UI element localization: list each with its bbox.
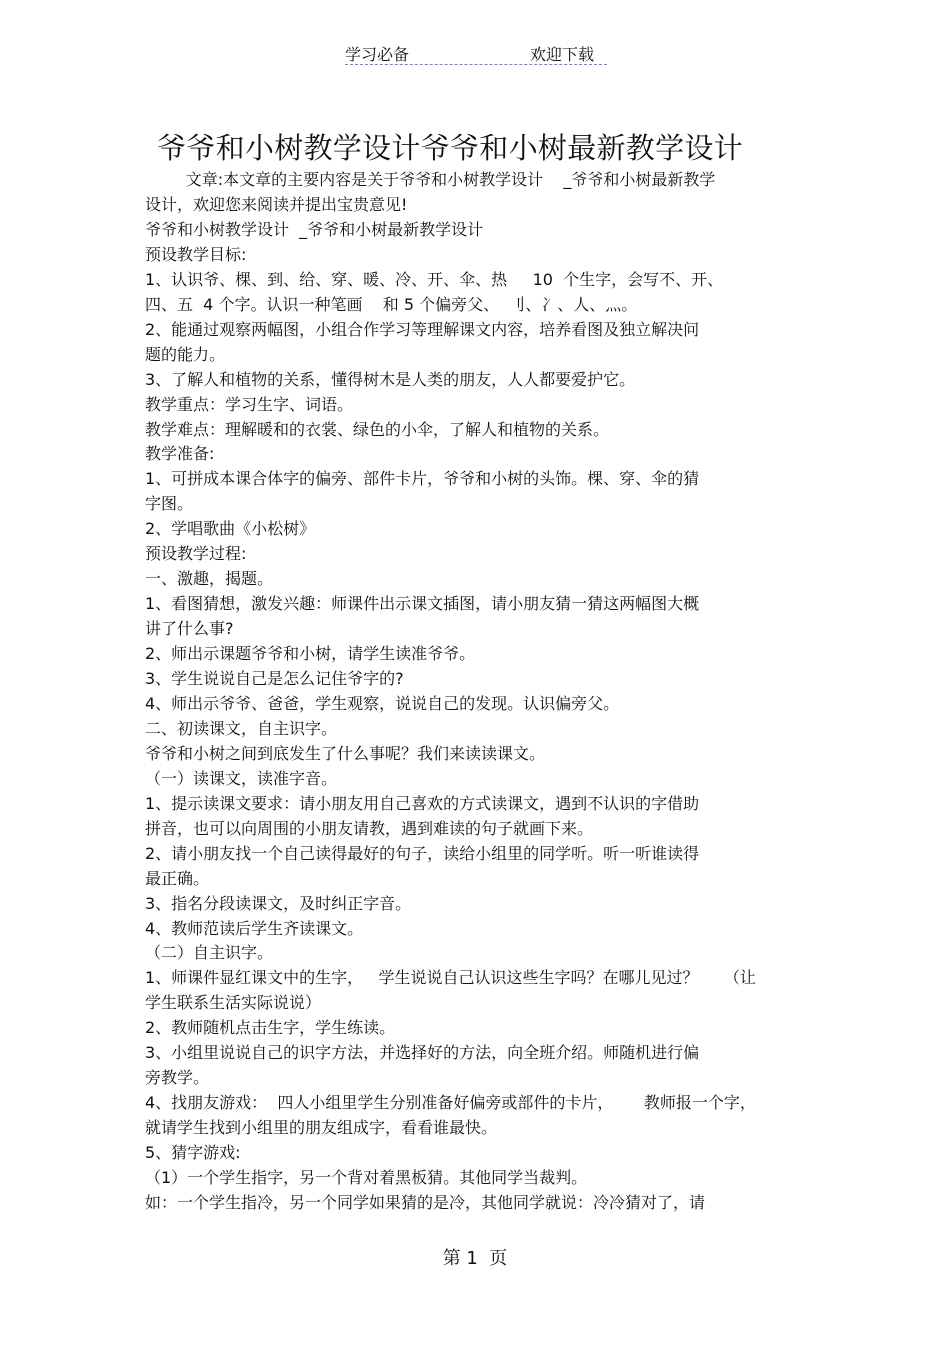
body-line: 3、学生说说自己是怎么记住爷字的? (145, 669, 404, 688)
body-line: 字图。 (145, 494, 194, 514)
body-line: 4、师出示爷爷、爸爸，学生观察，说说自己的发现。认识偏旁父。 (145, 693, 620, 713)
body-line: 题的能力。 (145, 344, 226, 364)
body-line: 教学重点：学习生字、词语。 (145, 394, 354, 414)
document-title: 爷爷和小树教学设计爷爷和小树最新教学设计 (157, 131, 744, 165)
body-line: 4、找朋友游戏： 四人小组里学生分别准备好偏旁或部件的卡片， 教师报一个字， (145, 1093, 756, 1113)
body-line: 2、请小朋友找一个自己读得最好的句子，读给小组里的同学听。听一听谁读得 (145, 843, 700, 863)
body-line: 3、小组里说说自己的识字方法，并选择好的方法，向全班介绍。师随机进行偏 (145, 1043, 700, 1063)
body-line: 如：一个学生指冷，另一个同学如果猜的是冷，其他同学就说：冷冷猜对了，请 (145, 1192, 706, 1212)
body-line: 讲了什么事? (145, 619, 234, 639)
body-line: 4、教师范读后学生齐读课文。 (145, 918, 364, 938)
header-right-text: 欢迎下载 (530, 45, 595, 64)
page-number: 第 1 页 (442, 1248, 508, 1269)
body-line: 教学准备: (145, 444, 215, 464)
body-line: 1、提示读课文要求：请小朋友用自己喜欢的方式读课文，遇到不认识的字借助 (145, 793, 700, 813)
body-line: 预设教学过程: (145, 544, 247, 564)
body-line: 设计，欢迎您来阅读并提出宝贵意见! (145, 194, 408, 214)
body-line: 2、能通过观察两幅图，小组合作学习等理解课文内容，培养看图及独立解决问 (145, 319, 700, 339)
body-line: 3、了解人和植物的关系，懂得树木是人类的朋友，人人都要爱护它。 (145, 369, 636, 389)
body-line: 1、师课件显红课文中的生字， 学生说说自己认识这些生字吗？在哪儿见过？ （让 (145, 968, 756, 988)
body-line: （一）读课文，读准字音。 (145, 768, 338, 788)
body-line: 旁教学。 (145, 1068, 210, 1088)
body-line: 1、看图猜想，激发兴趣：师课件出示课文插图，请小朋友猜一猜这两幅图大概 (145, 594, 700, 614)
body-line: 学生联系生活实际说说） (145, 993, 322, 1013)
body-line: 文章:本文章的主要内容是关于爷爷和小树教学设计 _爷爷和小树最新教学 (145, 170, 716, 189)
header-left-text: 学习必备 (345, 45, 410, 64)
body-line: 1、可拼成本课合体字的偏旁、部件卡片，爷爷和小树的头饰。棵、穿、伞的猜 (145, 469, 700, 489)
body-line: 二、初读课文，自主识字。 (145, 718, 338, 738)
body-line: （二）自主识字。 (145, 943, 274, 963)
body-line: 2、教师随机点击生字，学生练读。 (145, 1018, 396, 1038)
body-line: 教学难点：理解暖和的衣裳、绿色的小伞，了解人和植物的关系。 (145, 419, 610, 439)
body-line: 最正确。 (145, 868, 210, 888)
body-line: 2、师出示课题爷爷和小树，请学生读准爷爷。 (145, 644, 476, 663)
body-line: 拼音，也可以向周围的小朋友请教，遇到难读的句子就画下来。 (145, 818, 594, 838)
body-line: （1）一个学生指字，另一个背对着黑板猜。其他同学当裁判。 (145, 1168, 588, 1187)
body-line: 1、认识爷、棵、到、给、穿、暖、冷、开、伞、热 10 个生字，会写不、开、 (145, 269, 724, 289)
body-line: 预设教学目标: (145, 244, 247, 264)
body-line: 2、学唱歌曲《小松树》 (145, 519, 316, 539)
body-line: 四、五 4 个字。认识一种笔画 和 5 个偏旁父、 刂、冫、人、灬。 (145, 294, 638, 314)
body-line: 一、激趣，揭题。 (145, 569, 274, 589)
body-line: 5、猜字游戏: (145, 1143, 241, 1162)
body-line: 爷爷和小树教学设计 _爷爷和小树最新教学设计 (145, 219, 484, 239)
body-line: 3、指名分段读课文，及时纠正字音。 (145, 893, 412, 913)
body-line: 就请学生找到小组里的朋友组成字，看看谁最快。 (145, 1118, 498, 1138)
body-line: 爷爷和小树之间到底发生了什么事呢？我们来读读课文。 (145, 743, 546, 763)
